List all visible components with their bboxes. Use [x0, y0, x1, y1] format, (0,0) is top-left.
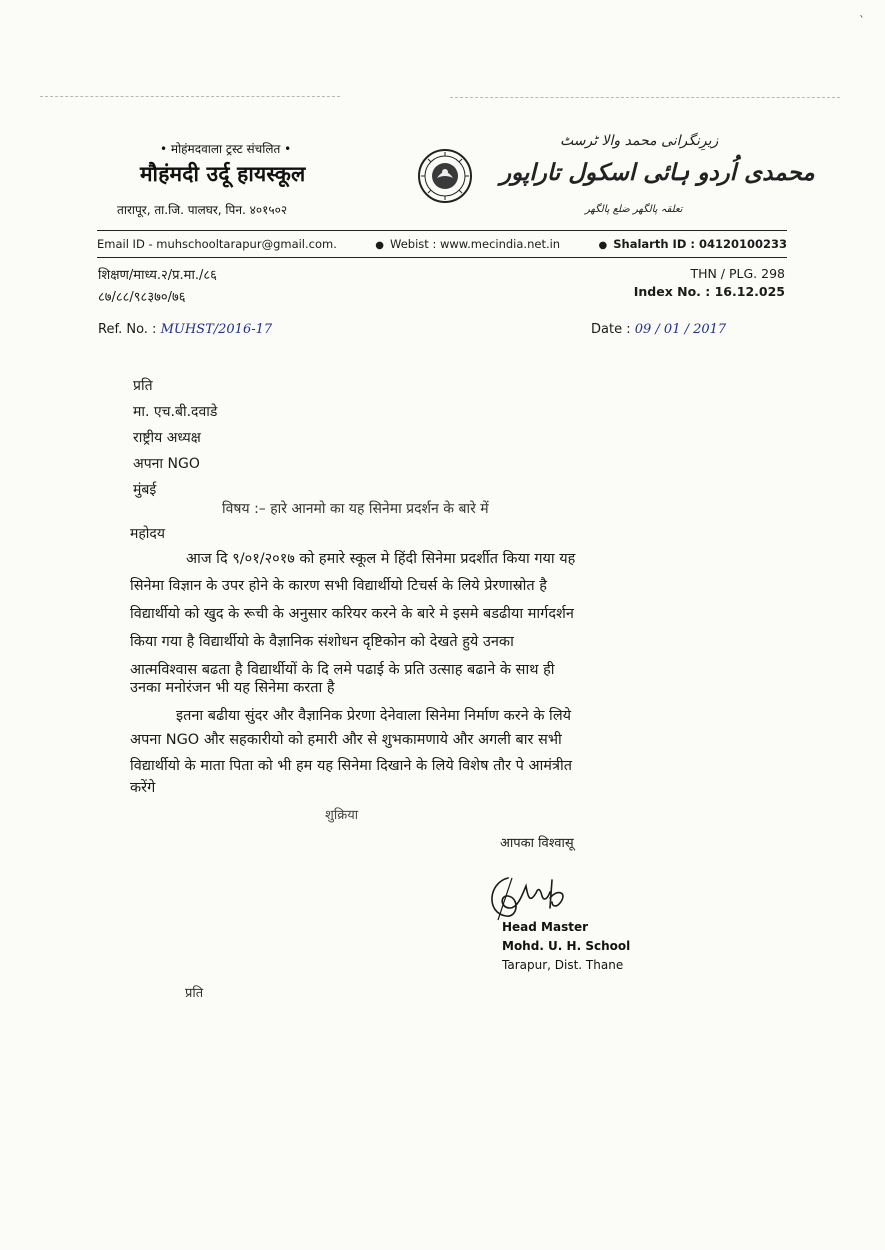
signatory-block — [502, 918, 630, 975]
thn-number: THN / PLG. 298 — [690, 266, 785, 281]
ref-hindi-line2: ८७/८८/९८३७०/७६ — [98, 290, 186, 305]
recipient-org: अपना NGO — [133, 456, 200, 472]
header-rule-top — [97, 230, 787, 231]
body-line: आत्मविश्वास बढता है विद्यार्थीयों के दि लमे पढाई के प्रति उत्साह बढाने के साथ ही — [130, 662, 555, 678]
ref-value-handwritten: MUHST/2016-17 — [160, 322, 273, 337]
body-line: आज दि ९/०१/२०१७ को हमारे स्कूल मे हिंदी सिनेमा प्रदर्शीत किया गया यह — [186, 551, 576, 567]
thanks-text: शुक्रिया — [325, 808, 359, 823]
letter-subject: विषय :– हारे आनमो का यह सिनेमा प्रदर्शन के बारे में — [222, 501, 489, 517]
address-urdu: تعلقہ پالگھر ضلع پالگھر — [585, 204, 683, 215]
signatory-role: Head Master — [502, 920, 589, 934]
reference-hindi — [98, 265, 217, 309]
school-name-hindi: मौहंमदी उर्दू हायस्कूल — [140, 162, 306, 186]
body-line: किया गया है विद्यार्थीयो के वैज्ञानिक संशोधन दृष्टिकोन को देखते हुये उनका — [130, 634, 514, 650]
school-address-hindi: तारापूर, ता.जि. पालघर, पिन. ४०१५०२ — [117, 203, 288, 217]
signatory-school: Mohd. U. H. School — [502, 939, 631, 953]
body-line: इतना बढीया सुंदर और वैज्ञानिक प्रेरणा देनेवाला सिनेमा निर्माण करने के लिये — [176, 708, 572, 724]
signatory-place: Tarapur, Dist. Thane — [502, 958, 624, 972]
recipient-title: राष्ट्रीय अध्यक्ष — [133, 430, 201, 446]
contact-bar: Email ID - muhschooltarapur@gmail.com. ● Webist : www.mecindia.net.in ● Shalarth ID : 04120100233 — [97, 237, 787, 251]
body-line: विद्यार्थीयो के माता पिता को भी हम यह सिनेमा दिखाने के लिये विशेष तौर पे आमंत्रीत — [130, 758, 572, 774]
salutation: महोदय — [130, 526, 165, 542]
body-line: सिनेमा विज्ञान के उपर होने के कारण सभी विद्यार्थीयो टिचर्स के लिये प्रेरणास्रोत है — [130, 578, 547, 594]
date-label: Date : — [591, 322, 631, 337]
body-line: अपना NGO और सहकारीयो को हमारी और से शुभकामणाये और अगली बार सभी — [130, 732, 562, 748]
ref-label: Ref. No. : — [98, 322, 157, 337]
body-line: उनका मनोरंजन भी यह सिनेमा करता है — [130, 680, 335, 696]
recipient-name: मा. एच.बी.दवाडे — [133, 404, 218, 420]
school-name-urdu: محمدی اُردو ہائی اسکول تاراپور — [500, 160, 815, 186]
index-number: Index No. : 16.12.025 — [633, 284, 785, 299]
header-rule-bottom — [97, 257, 787, 258]
yours-faithfully: आपका विश्वासू — [500, 836, 574, 851]
ref-hindi-line1: शिक्षण/माध्य.२/प्र.मा./८६ — [98, 268, 217, 283]
scan-artifact — [40, 96, 340, 97]
body-line: करेंगे — [130, 780, 156, 796]
trust-tagline: • मोहंमदवाला ट्रस्ट संचलित • — [160, 142, 292, 156]
copy-to: प्रति — [185, 986, 204, 1001]
urdu-trust-line: زیرِنگرانی محمد والا ٹرسٹ — [560, 133, 719, 149]
body-line: विद्यार्थीयो को खुद के रूची के अनुसार करियर करने के बारे मे इसमे बडढीया मार्गदर्शन — [130, 606, 574, 622]
shalarth-id: Shalarth ID : 04120100233 — [613, 237, 787, 251]
recipient-to: प्रति — [133, 378, 153, 394]
registration-info — [634, 265, 785, 301]
email-text: Email ID - muhschooltarapur@gmail.com. — [97, 237, 337, 251]
ref-number — [98, 322, 272, 337]
website-text: Webist : www.mecindia.net.in — [390, 237, 561, 251]
date-value-handwritten: 09 / 01 / 2017 — [634, 322, 727, 337]
scan-artifact — [450, 97, 840, 98]
scan-mark: ` — [859, 14, 865, 28]
letter-date — [591, 322, 726, 337]
recipient-city: मुंबई — [133, 482, 157, 498]
recipient-block — [133, 373, 217, 503]
school-emblem-logo — [417, 148, 473, 204]
